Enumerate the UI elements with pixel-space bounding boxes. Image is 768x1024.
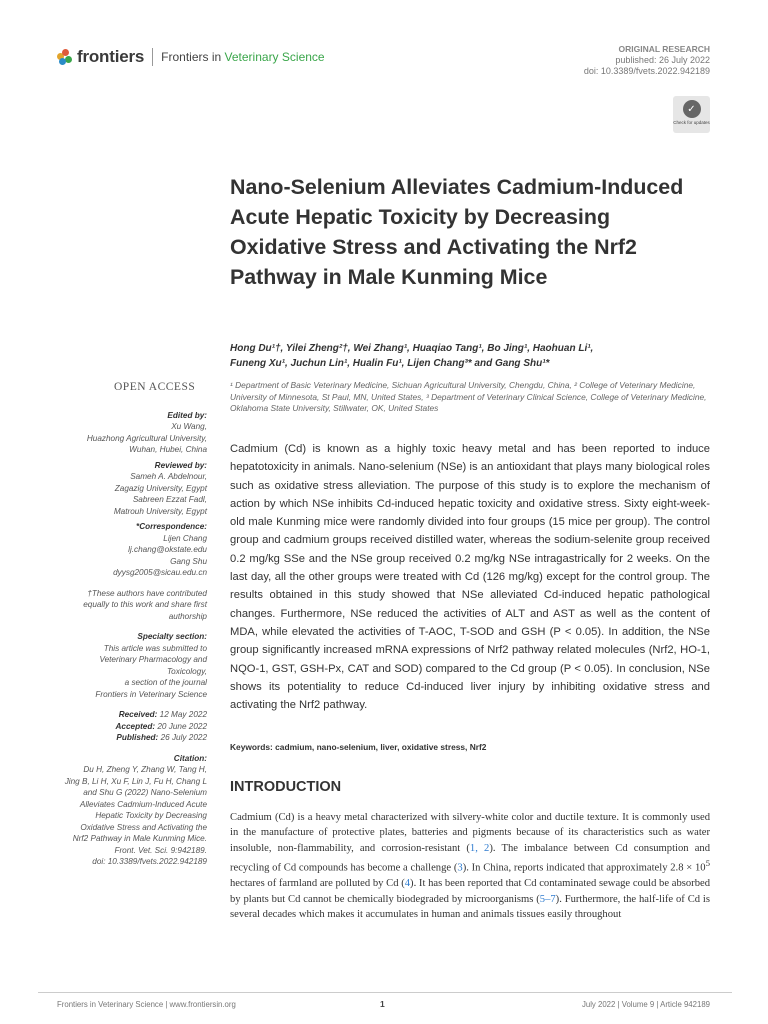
received-date: Received: 12 May 2022	[118, 710, 207, 719]
citation-link[interactable]: 4	[404, 878, 411, 890]
citation-line: Jing B, Li H, Xu F, Lin J, Fu H, Chang L	[64, 776, 207, 786]
citation-line: Front. Vet. Sci. 9:942189.	[114, 845, 207, 855]
frontiers-logo[interactable]	[57, 46, 325, 68]
citation-line: Alleviates Cadmium-Induced Acute	[79, 799, 207, 809]
reviewed-by-heading: Reviewed by:	[154, 460, 207, 470]
specialty-line: Veterinary Pharmacology and	[99, 655, 207, 664]
reviewer-line: Zagazig University, Egypt	[114, 483, 207, 493]
spacer	[20, 744, 207, 753]
correspondence-line: Lijen Chang	[163, 533, 207, 543]
journal-name[interactable]: Frontiers in Veterinary Science	[161, 50, 325, 64]
section-heading-introduction: INTRODUCTION	[230, 779, 342, 795]
check-updates-icon: ✓	[683, 100, 701, 118]
sidebar	[20, 382, 207, 868]
logo-divider	[152, 48, 153, 66]
citation-link[interactable]: 5–7	[539, 893, 556, 905]
editor-line: Xu Wang,	[171, 422, 207, 431]
doi[interactable]: doi: 10.3389/fvets.2022.942189	[583, 66, 710, 76]
citation-link[interactable]: 1, 2	[469, 842, 490, 854]
equal-contribution-note: authorship	[168, 611, 207, 621]
citation-link[interactable]: 3	[457, 862, 463, 874]
citation-line: Du H, Zheng Y, Zhang W, Tang H,	[83, 765, 207, 774]
specialty-heading: Specialty section:	[137, 632, 207, 641]
accepted-date: Accepted: 20 June 2022	[115, 721, 207, 731]
specialty-line: Toxicology,	[166, 666, 207, 676]
frontiers-logo-icon	[57, 49, 73, 65]
editor-line: Huazhong Agricultural University,	[86, 433, 207, 443]
article-title: Nano-Selenium Alleviates Cadmium-Induced Acute Hepatic Toxicity by Decreasing Oxidative Stress and Activating the Nrf2 Pathway in Male Kunming Mice	[230, 175, 684, 289]
citation-doi[interactable]: doi: 10.3389/fvets.2022.942189	[92, 857, 207, 866]
correspondence-email[interactable]: dyysg2005@sicau.edu.cn	[113, 568, 207, 577]
footer-journal-link[interactable]: Frontiers in Veterinary Science | www.frontiersin.org	[57, 1000, 236, 1009]
keywords: Keywords: cadmium, nano-selenium, liver, oxidative stress, Nrf2	[230, 742, 487, 752]
check-updates-label: Check for updates	[673, 120, 710, 125]
citation-heading: Citation:	[173, 753, 207, 763]
editor-line: Wuhan, Hubei, China	[129, 445, 207, 454]
reviewer-line: Matrouh University, Egypt	[113, 506, 207, 516]
correspondence-line: Gang Shu	[170, 556, 207, 566]
correspondence-email[interactable]: lj.chang@okstate.edu	[128, 545, 207, 554]
abstract: Cadmium (Cd) is known as a highly toxic heavy metal and has been reported to induce hepatotoxicity in animals. Nano-selenium (NSe) is an antioxidant that plays many biological roles such as oxidative stress alleviation. The purpose of this study is to explore the mechanism of action by which NSe inhibits Cd-induced hepatic toxicity and oxidative stress. Sixty eight-week-old male Kunming mice were randomly divided into four groups (15 mice per group). The control group and cadmium groups received distilled water, whereas the sodium-selenite group received 0.2 mg/kg SSe and the NSe group received 0.2 mg/kg NSe intragastrically for 2 weeks. On the last day, all the other groups were treated with Cd (126 mg/kg) except for the control group. The results obtained in this study showed that NSe alleviated Cd-induced hepatic pathological changes. Furthermore, NSe reduced the activities of ALT and AST as well as the content of MDA, while elevated the activities of T-AOC, T-SOD and GSH (P < 0.05). In addition, the NSe group significantly increased mRNA expressions of Nrf2 pathway related molecules (Nrf2, HO-1, NQO-1, GST, GSH-Px, CAT and SOD) compared to the Cd group (P < 0.05). In conclusion, NSe shows its potentiality to reduce Cd-induced liver injury by inhibiting oxidative stress and activating the Nrf2 pathway.	[230, 443, 710, 712]
affiliations: ¹ Department of Basic Veterinary Medicine, Sichuan Agricultural University, Chengdu, China, ² College of Veterinary Medicine, University of Minnesota, St Paul, MN, United States, ³ Department of Veterinary Clinical Science, College of Veterinary Medicine, Oklahoma State University, Stillwater, OK, United States	[230, 380, 707, 413]
authors-line: Funeng Xu¹, Juchun Lin¹, Hualin Fu¹, Lijen Chang³* and Gang Shu¹*	[230, 358, 550, 369]
footer-issue-info: July 2022 | Volume 9 | Article 942189	[581, 1000, 710, 1009]
equal-contribution-note: †These authors have contributed	[87, 588, 207, 598]
published-date-sidebar: Published: 26 July 2022	[116, 733, 207, 742]
reviewer-line: Sameh A. Abdelnour,	[130, 472, 207, 481]
open-access-label: OPEN ACCESS	[114, 381, 196, 393]
article-type: ORIGINAL RESEARCH	[618, 44, 710, 54]
citation-line: Nrf2 Pathway in Male Kunming Mice.	[72, 834, 207, 843]
authors-line: Hong Du¹†, Yilei Zheng²†, Wei Zhang¹, Huaqiao Tang¹, Bo Jing¹, Haohuan Li¹,	[230, 343, 594, 354]
author-list	[230, 341, 710, 371]
equal-contribution-note: equally to this work and share first	[83, 600, 207, 609]
specialty-line: Frontiers in Veterinary Science	[95, 689, 207, 699]
citation-line: Oxidative Stress and Activating the	[80, 822, 207, 832]
specialty-line: a section of the journal	[124, 678, 207, 687]
brand-name: frontiers	[77, 47, 145, 66]
article-meta	[584, 44, 710, 77]
spacer	[20, 622, 207, 631]
citation-line: Hepatic Toxicity by Decreasing	[95, 811, 207, 820]
correspondence-heading: *Correspondence:	[136, 522, 207, 531]
spacer	[20, 579, 207, 588]
citation-line: and Shu G (2022) Nano-Selenium	[83, 788, 207, 797]
specialty-line: This article was submitted to	[103, 643, 207, 653]
reviewer-line: Sabreen Ezzat Fadl,	[132, 495, 207, 504]
page-number: 1	[380, 999, 385, 1009]
published-date: published: 26 July 2022	[615, 55, 710, 65]
footer-divider	[38, 992, 732, 993]
spacer	[20, 700, 207, 709]
check-for-updates-badge[interactable]	[673, 96, 710, 133]
edited-by-heading: Edited by:	[167, 410, 207, 420]
introduction-paragraph: Cadmium (Cd) is a heavy metal characterized with silvery-white color and ductile texture. It is commonly used in the manufacture of protective plates, batteries and pigments because of its characteristics such as water insoluble, non-flammability, and corrosion-resistant (1, 2). The imbalance between Cd consumption and recycling of Cd compounds has become a challenge (3). In China, reports indicated that approximately $2.8 \times 10^5$ hectares of farmland are polluted by Cd (4). It has been reported that Cd contaminated sewage could be absorbed by plants but Cd cannot be chemically biodegraded by microorganisms (5–7). Furthermore, the half-life of Cd is several decades which makes it accumulates in human and animals tissues easily throughout	[230, 812, 711, 920]
